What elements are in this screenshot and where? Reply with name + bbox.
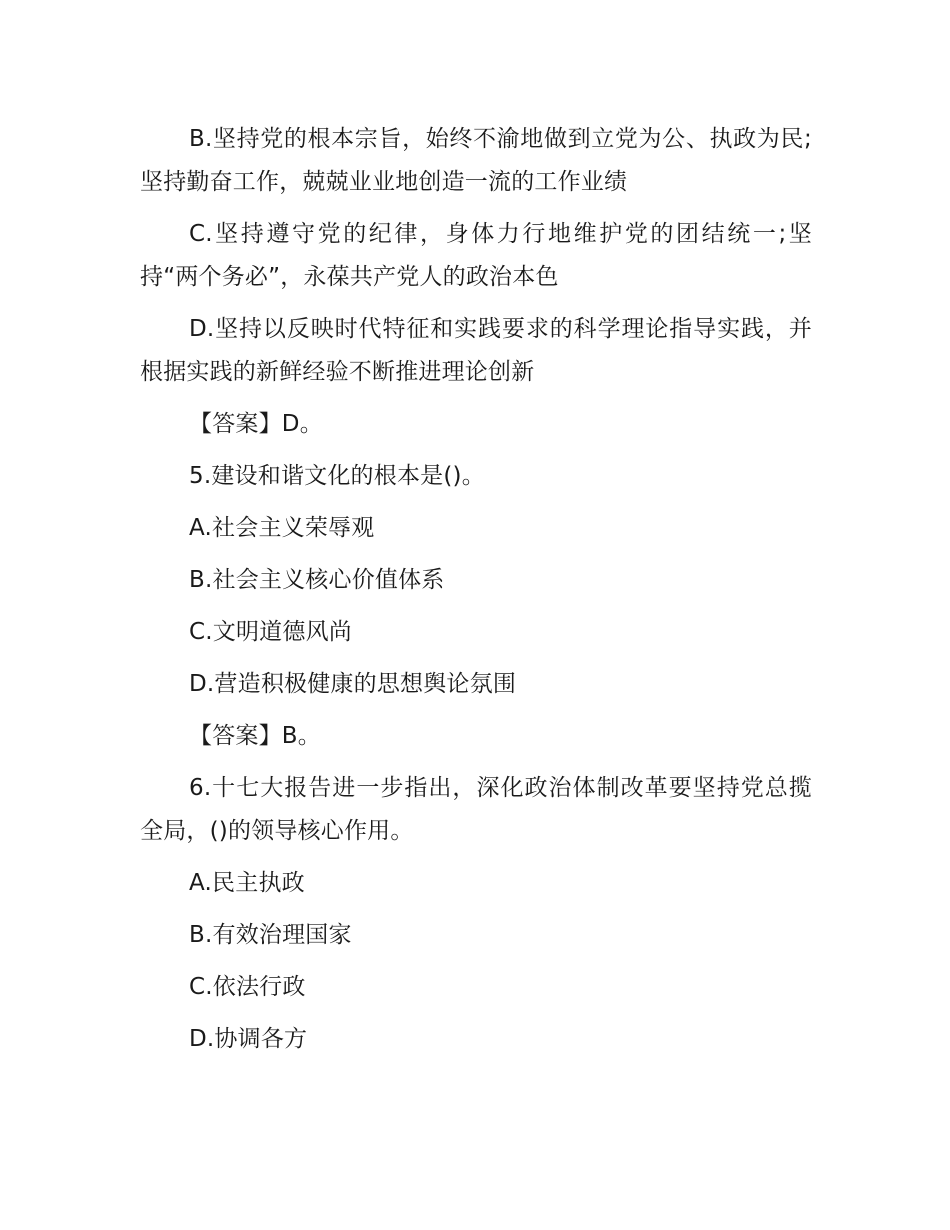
option-c-q4: C.坚持遵守党的纪律，身体力行地维护党的团结统一;坚持“两个务必”，永葆共产党人的政治本色 <box>140 221 812 290</box>
option-c-q6: C.依法行政 <box>189 974 306 1000</box>
option-d-q4: D.坚持以反映时代特征和实践要求的科学理论指导实践，并根据实践的新鲜经验不断推进理论创新 <box>140 316 812 385</box>
option-d-q6: D.协调各方 <box>189 1026 308 1052</box>
option-b-q5: B.社会主义核心价值体系 <box>189 567 445 593</box>
question-6: 6.十七大报告进一步指出，深化政治体制改革要坚持党总揽全局，()的领导核心作用。 <box>140 775 812 844</box>
option-a-q5: A.社会主义荣辱观 <box>189 515 375 541</box>
option-b-q4: B.坚持党的根本宗旨，始终不渝地做到立党为公、执政为民;坚持勤奋工作，兢兢业业地创造一流的工作业绩 <box>140 126 812 195</box>
answer-q5: 【答案】B。 <box>189 723 321 749</box>
option-d-q5: D.营造积极健康的思想舆论氛围 <box>189 671 517 697</box>
option-c-q5: C.文明道德风尚 <box>189 619 352 645</box>
option-b-q6: B.有效治理国家 <box>189 922 352 948</box>
document-page <box>140 118 812 1070</box>
question-5: 5.建设和谐文化的根本是()。 <box>189 463 485 489</box>
answer-q4: 【答案】D。 <box>189 411 323 437</box>
option-a-q6: A.民主执政 <box>189 870 305 896</box>
